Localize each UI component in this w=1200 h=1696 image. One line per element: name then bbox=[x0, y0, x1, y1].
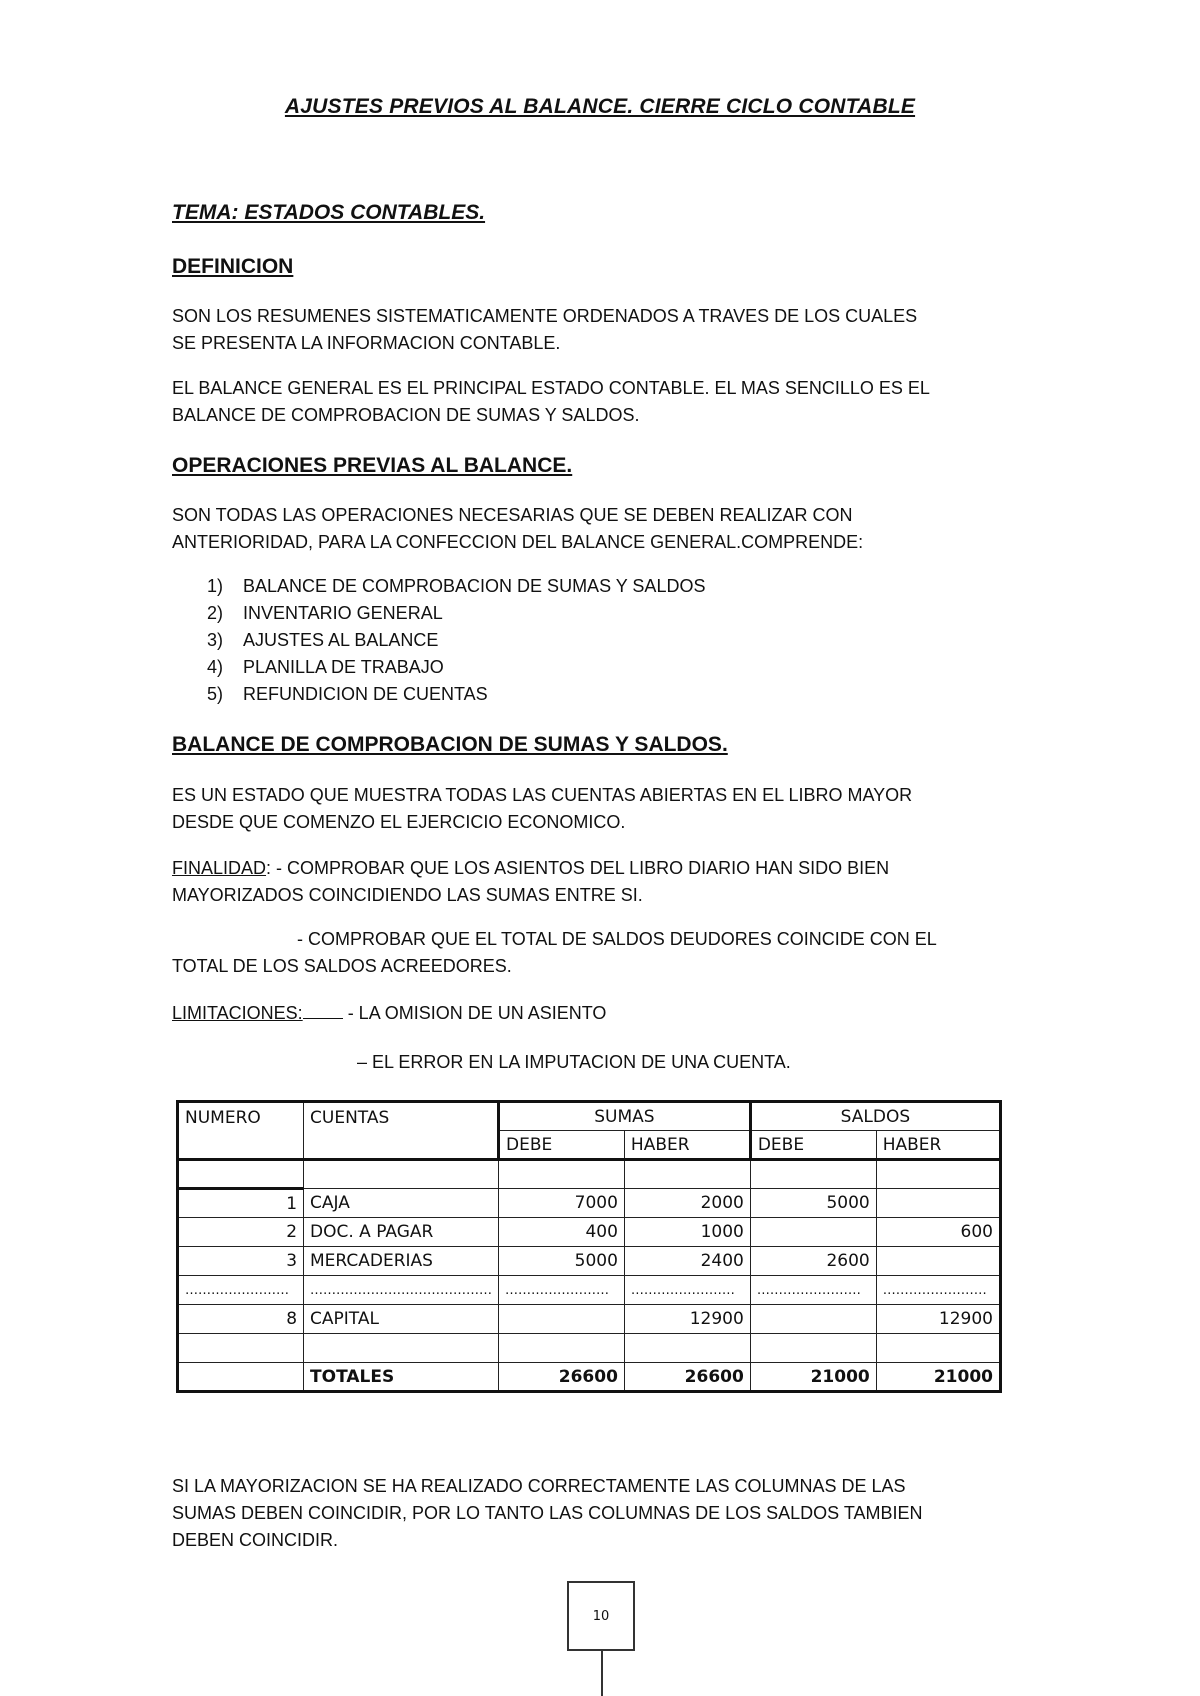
text-line: SUMAS DEBEN COINCIDIR, POR LO TANTO LAS COLUMNAS DE LOS SALDOS TAMBIEN bbox=[172, 1503, 923, 1523]
text-line: EL BALANCE GENERAL ES EL PRINCIPAL ESTADO CONTABLE. EL MAS SENCILLO ES EL bbox=[172, 378, 930, 398]
finalidad-paragraph bbox=[172, 855, 1042, 909]
cell-saldos-debe: 5000 bbox=[750, 1189, 876, 1218]
cell-numero bbox=[178, 1334, 304, 1363]
finalidad-paragraph-2 bbox=[172, 926, 1042, 980]
header-sumas: SUMAS bbox=[499, 1102, 751, 1131]
cell-saldos-debe bbox=[750, 1160, 876, 1189]
header-numero: NUMERO bbox=[178, 1102, 304, 1160]
text-line: SON TODAS LAS OPERACIONES NECESARIAS QUE SE DEBEN REALIZAR CON bbox=[172, 505, 853, 525]
text-line: ANTERIORIDAD, PARA LA CONFECCION DEL BALANCE GENERAL.COMPRENDE: bbox=[172, 532, 864, 552]
cell-sumas-haber bbox=[624, 1160, 750, 1189]
total-saldos-haber: 21000 bbox=[876, 1363, 1000, 1392]
table-header-row bbox=[178, 1102, 1001, 1131]
cell-saldos-haber bbox=[876, 1247, 1000, 1276]
text-line: SI LA MAYORIZACION SE HA REALIZADO CORRECTAMENTE LAS COLUMNAS DE LAS bbox=[172, 1476, 906, 1496]
total-saldos-debe: 21000 bbox=[750, 1363, 876, 1392]
cell-saldos-haber: …………………… bbox=[876, 1276, 1000, 1305]
cell-saldos-debe: 2600 bbox=[750, 1247, 876, 1276]
cell-sumas-haber: 12900 bbox=[624, 1305, 750, 1334]
header-cuentas: CUENTAS bbox=[304, 1102, 499, 1160]
cell-saldos-debe bbox=[750, 1218, 876, 1247]
text-line: SE PRESENTA LA INFORMACION CONTABLE. bbox=[172, 333, 561, 353]
underline-gap bbox=[303, 1002, 343, 1019]
cell-saldos-haber: 12900 bbox=[876, 1305, 1000, 1334]
cell-sumas-haber bbox=[624, 1334, 750, 1363]
table-totals-row bbox=[178, 1363, 1001, 1392]
limitaciones-line-2: – EL ERROR EN LA IMPUTACION DE UNA CUENTA. bbox=[357, 1052, 791, 1072]
cell-sumas-haber: 2000 bbox=[624, 1189, 750, 1218]
balance-table bbox=[176, 1100, 1002, 1393]
cell-sumas-debe: 400 bbox=[499, 1218, 625, 1247]
cell-sumas-debe: 7000 bbox=[499, 1189, 625, 1218]
header-sumas-debe: DEBE bbox=[499, 1131, 625, 1160]
text-line: - COMPROBAR QUE EL TOTAL DE SALDOS DEUDORES COINCIDE CON EL bbox=[297, 929, 937, 949]
cell-cuenta bbox=[304, 1160, 499, 1189]
cell-numero bbox=[178, 1363, 304, 1392]
cell-saldos-haber bbox=[876, 1160, 1000, 1189]
list-item: 2) INVENTARIO GENERAL bbox=[207, 603, 443, 623]
cell-saldos-debe bbox=[750, 1305, 876, 1334]
cell-numero: 8 bbox=[178, 1305, 304, 1334]
text-line: BALANCE DE COMPROBACION DE SUMAS Y SALDOS. bbox=[172, 405, 640, 425]
table-row bbox=[178, 1305, 1001, 1334]
finalidad-label: FINALIDAD bbox=[172, 858, 267, 878]
operaciones-heading: OPERACIONES PREVIAS AL BALANCE. bbox=[172, 454, 573, 477]
table-row bbox=[178, 1247, 1001, 1276]
text-line: MAYORIZADOS COINCIDIENDO LAS SUMAS ENTRE SI. bbox=[172, 885, 643, 905]
cell-sumas-haber: 2400 bbox=[624, 1247, 750, 1276]
definicion-paragraph-2 bbox=[172, 375, 1042, 429]
definicion-paragraph-1 bbox=[172, 303, 1042, 357]
list-item: 3) AJUSTES AL BALANCE bbox=[207, 630, 439, 650]
cell-numero: 2 bbox=[178, 1218, 304, 1247]
total-sumas-haber: 26600 bbox=[624, 1363, 750, 1392]
operaciones-paragraph bbox=[172, 502, 1042, 556]
cell-sumas-debe bbox=[499, 1305, 625, 1334]
cell-sumas-debe bbox=[499, 1160, 625, 1189]
table-row bbox=[178, 1189, 1001, 1218]
cell-cuenta: CAPITAL bbox=[304, 1305, 499, 1334]
text-line: FINALIDAD: - COMPROBAR QUE LOS ASIENTOS DEL LIBRO DIARIO HAN SIDO BIEN bbox=[172, 858, 890, 878]
operaciones-list bbox=[207, 573, 705, 708]
table-row bbox=[178, 1276, 1001, 1305]
cell-cuenta bbox=[304, 1334, 499, 1363]
conclusion-paragraph bbox=[172, 1473, 1042, 1554]
text-line: TOTAL DE LOS SALDOS ACREEDORES. bbox=[172, 956, 512, 976]
cell-saldos-haber bbox=[876, 1189, 1000, 1218]
definicion-heading: DEFINICION bbox=[172, 255, 294, 278]
document-title: AJUSTES PREVIOS AL BALANCE. CIERRE CICLO CONTABLE bbox=[284, 95, 916, 118]
cell-saldos-debe bbox=[750, 1334, 876, 1363]
cell-sumas-haber: 1000 bbox=[624, 1218, 750, 1247]
header-saldos: SALDOS bbox=[750, 1102, 1000, 1131]
text-line: SON LOS RESUMENES SISTEMATICAMENTE ORDENADOS A TRAVES DE LOS CUALES bbox=[172, 306, 918, 326]
cell-cuenta: MERCADERIAS bbox=[304, 1247, 499, 1276]
cell-sumas-debe: 5000 bbox=[499, 1247, 625, 1276]
table-row bbox=[178, 1334, 1001, 1363]
cell-sumas-haber: …………………… bbox=[624, 1276, 750, 1305]
limitaciones-line: LIMITACIONES: - LA OMISION DE UN ASIENTO bbox=[172, 1003, 607, 1023]
cell-cuenta: …………………………………… bbox=[304, 1276, 499, 1305]
tema-heading: TEMA: ESTADOS CONTABLES. bbox=[172, 201, 486, 224]
cell-numero: 1 bbox=[178, 1189, 304, 1218]
text-line: DEBEN COINCIDIR. bbox=[172, 1530, 339, 1550]
cell-numero: 3 bbox=[178, 1247, 304, 1276]
cell-numero bbox=[178, 1160, 304, 1189]
table-row bbox=[178, 1218, 1001, 1247]
header-sumas-haber: HABER bbox=[624, 1131, 750, 1160]
balance-paragraph bbox=[172, 782, 1042, 836]
totals-label: TOTALES bbox=[304, 1363, 499, 1392]
page-number: 10 bbox=[567, 1581, 635, 1651]
balance-heading: BALANCE DE COMPROBACION DE SUMAS Y SALDOS. bbox=[172, 733, 728, 756]
cell-sumas-debe bbox=[499, 1334, 625, 1363]
cell-cuenta: CAJA bbox=[304, 1189, 499, 1218]
table-row bbox=[178, 1160, 1001, 1189]
total-sumas-debe: 26600 bbox=[499, 1363, 625, 1392]
limitaciones-label: LIMITACIONES: bbox=[172, 1003, 303, 1023]
header-saldos-debe: DEBE bbox=[750, 1131, 876, 1160]
list-item: 1) BALANCE DE COMPROBACION DE SUMAS Y SALDOS bbox=[207, 576, 706, 596]
cell-cuenta: DOC. A PAGAR bbox=[304, 1218, 499, 1247]
list-item: 4) PLANILLA DE TRABAJO bbox=[207, 657, 444, 677]
cell-saldos-haber: 600 bbox=[876, 1218, 1000, 1247]
cell-numero: …………………… bbox=[178, 1276, 304, 1305]
cell-saldos-haber bbox=[876, 1334, 1000, 1363]
header-saldos-haber: HABER bbox=[876, 1131, 1000, 1160]
page-number-stem bbox=[601, 1651, 603, 1696]
cell-sumas-debe: …………………… bbox=[499, 1276, 625, 1305]
text-line: ES UN ESTADO QUE MUESTRA TODAS LAS CUENTAS ABIERTAS EN EL LIBRO MAYOR bbox=[172, 785, 913, 805]
list-item: 5) REFUNDICION DE CUENTAS bbox=[207, 684, 488, 704]
text-line: DESDE QUE COMENZO EL EJERCICIO ECONOMICO. bbox=[172, 812, 626, 832]
cell-saldos-debe: …………………… bbox=[750, 1276, 876, 1305]
